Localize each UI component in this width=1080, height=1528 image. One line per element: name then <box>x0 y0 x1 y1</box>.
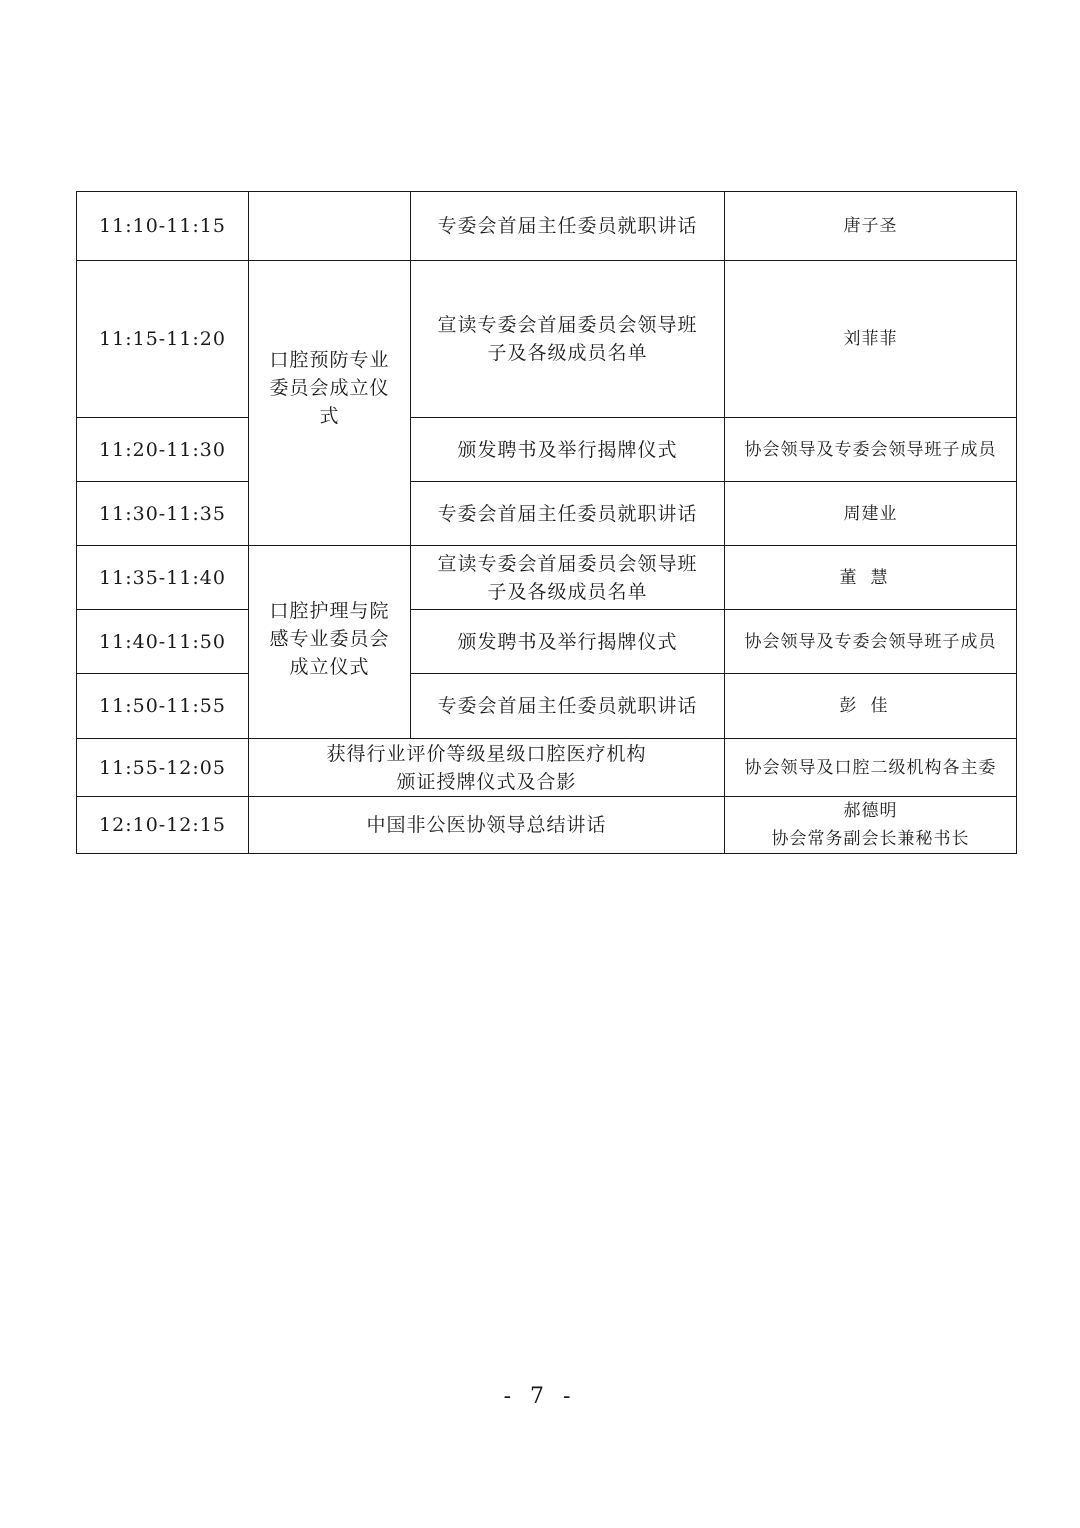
schedule-table <box>76 191 1017 854</box>
table-row <box>77 192 1017 261</box>
item-cell: 专委会首届主任委员就职讲话 <box>411 192 725 261</box>
table-row <box>77 261 1017 418</box>
time-cell: 11:30-11:35 <box>77 482 249 546</box>
speaker-cell: 董慧 <box>725 546 1017 610</box>
item-cell: 中国非公医协领导总结讲话 <box>249 797 725 854</box>
item-cell: 颁发聘书及举行揭牌仪式 <box>411 610 725 674</box>
table-row <box>77 739 1017 797</box>
time-cell: 11:15-11:20 <box>77 261 249 418</box>
speaker-cell: 协会领导及专委会领导班子成员 <box>725 610 1017 674</box>
time-cell: 11:10-11:15 <box>77 192 249 261</box>
table-row <box>77 418 1017 482</box>
speaker-cell: 彭佳 <box>725 674 1017 739</box>
speaker-cell: 协会领导及口腔二级机构各主委 <box>725 739 1017 797</box>
page-number: - 7 - <box>503 1384 577 1409</box>
time-cell: 11:35-11:40 <box>77 546 249 610</box>
table-row <box>77 674 1017 739</box>
item-cell: 颁发聘书及举行揭牌仪式 <box>411 418 725 482</box>
section-label: 口腔护理与院感专业委员会成立仪式 <box>269 600 390 678</box>
speaker-cell: 刘菲菲 <box>725 261 1017 418</box>
table-row <box>77 610 1017 674</box>
time-cell: 12:10-12:15 <box>77 797 249 854</box>
item-cell: 专委会首届主任委员就职讲话 <box>411 482 725 546</box>
item-cell: 专委会首届主任委员就职讲话 <box>411 674 725 739</box>
time-cell: 11:50-11:55 <box>77 674 249 739</box>
speaker-cell: 唐子圣 <box>725 192 1017 261</box>
table-row <box>77 797 1017 854</box>
item-cell: 获得行业评价等级星级口腔医疗机构 颁证授牌仪式及合影 <box>249 739 725 797</box>
item-cell: 宣读专委会首届委员会领导班 子及各级成员名单 <box>411 546 725 610</box>
time-cell: 11:55-12:05 <box>77 739 249 797</box>
speaker-cell: 协会领导及专委会领导班子成员 <box>725 418 1017 482</box>
table-row <box>77 482 1017 546</box>
table-row <box>77 546 1017 610</box>
speaker-cell: 周建业 <box>725 482 1017 546</box>
time-cell: 11:20-11:30 <box>77 418 249 482</box>
section-label: 口腔预防专业委员会成立仪式 <box>269 349 390 427</box>
item-cell: 宣读专委会首届委员会领导班 子及各级成员名单 <box>411 261 725 418</box>
speaker-cell: 郝德明 协会常务副会长兼秘书长 <box>725 797 1017 854</box>
time-cell: 11:40-11:50 <box>77 610 249 674</box>
section-cell-empty <box>249 192 411 261</box>
section-cell <box>249 546 411 739</box>
section-cell <box>249 261 411 546</box>
